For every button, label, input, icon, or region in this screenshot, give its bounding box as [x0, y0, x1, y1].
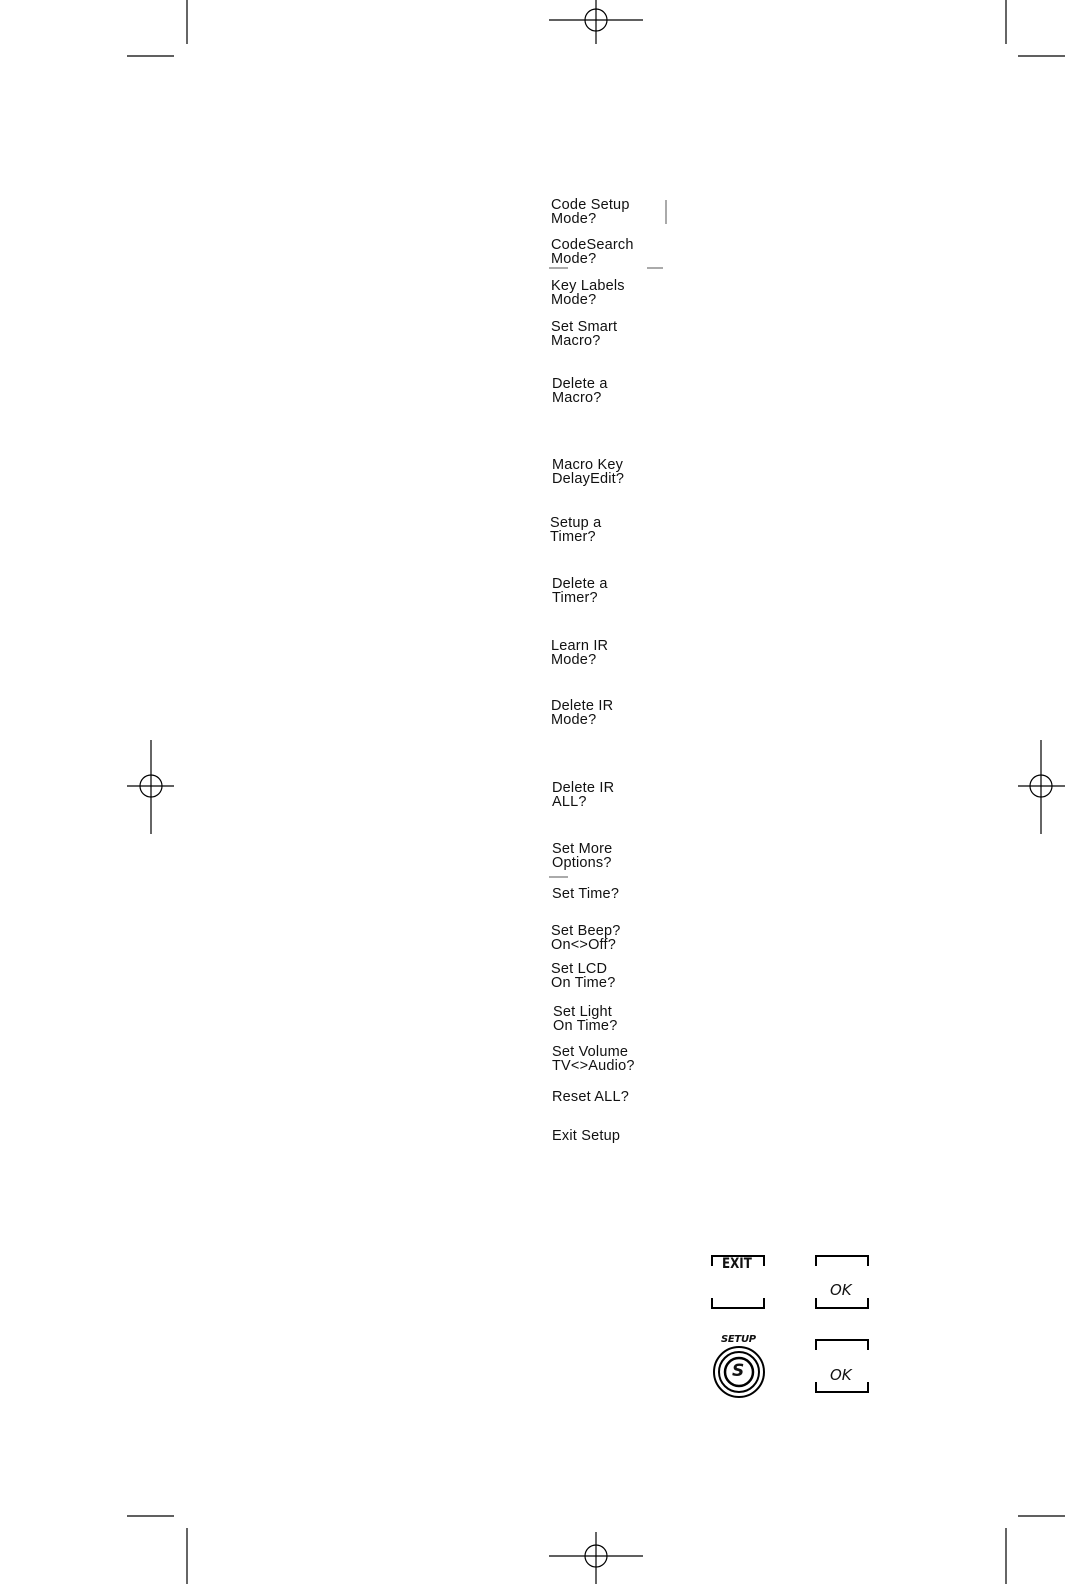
menu-item-line: Set Time?	[552, 886, 620, 902]
menu-item-line: Timer?	[552, 589, 598, 606]
menu-item-line: Timer?	[550, 528, 596, 545]
exit-key-label: EXIT	[722, 1256, 752, 1272]
menu-item-line: Mode?	[551, 711, 597, 728]
menu-item-line: Delete IR	[551, 698, 614, 714]
setup-key[interactable]	[708, 1334, 770, 1400]
setup-key-label: SETUP	[721, 1334, 756, 1345]
ok-key-label: OK	[830, 1281, 852, 1299]
menu-item-line: On Time?	[551, 974, 616, 991]
menu-item-line: Exit Setup	[552, 1128, 621, 1144]
menu-item-set-more-options	[552, 843, 612, 870]
menu-item-reset-all	[552, 1091, 629, 1105]
menu-item-line: Set Smart	[551, 319, 618, 335]
menu-item-line: Set More	[552, 841, 613, 857]
menu-item-line: Delete a	[552, 576, 608, 592]
menu-item-set-volume	[552, 1046, 635, 1073]
menu-item-exit-setup	[552, 1130, 620, 1144]
menu-item-set-lcd	[551, 963, 615, 990]
menu-item-set-beep	[551, 925, 621, 952]
menu-item-line: CodeSearch	[551, 237, 634, 253]
menu-item-line: Set Light	[553, 1004, 613, 1020]
menu-item-line: Set LCD	[551, 961, 608, 977]
menu-item-code-search	[551, 239, 634, 266]
ok-key[interactable]	[814, 1254, 870, 1310]
menu-item-line: Setup a	[550, 515, 602, 531]
menu-item-set-time	[552, 888, 619, 902]
menu-item-delete-ir-all	[552, 782, 614, 809]
menu-item-line: Mode?	[551, 250, 597, 267]
menu-item-line: Mode?	[551, 651, 597, 668]
menu-item-line: ALL?	[552, 793, 587, 810]
menu-item-setup-timer	[550, 517, 601, 544]
menu-item-line: Macro?	[552, 389, 602, 406]
menu-item-line: Mode?	[551, 210, 597, 227]
menu-item-line: On Time?	[553, 1017, 618, 1034]
menu-item-code-setup	[551, 199, 630, 226]
menu-item-learn-ir	[551, 640, 608, 667]
menu-item-line: DelayEdit?	[552, 470, 625, 487]
menu-item-line: Delete IR	[552, 780, 615, 796]
menu-item-line: Delete a	[552, 376, 608, 392]
menu-item-line: Macro?	[551, 332, 601, 349]
menu-item-key-labels	[551, 280, 625, 307]
menu-item-line: Mode?	[551, 291, 597, 308]
menu-item-delete-macro	[552, 378, 608, 405]
menu-item-macro-key-delay	[552, 459, 624, 486]
menu-item-set-smart-macro	[551, 321, 617, 348]
menu-item-line: Set Volume	[552, 1044, 629, 1060]
menu-item-delete-timer	[552, 578, 608, 605]
ok-key-2[interactable]	[814, 1338, 870, 1394]
menu-item-line: Reset ALL?	[552, 1089, 629, 1105]
menu-item-line: Options?	[552, 854, 612, 871]
menu-item-line: Code Setup	[551, 197, 630, 213]
menu-item-line: TV<>Audio?	[552, 1057, 635, 1074]
setup-key-symbol: S	[732, 1361, 745, 1381]
menu-item-delete-ir-mode	[551, 700, 613, 727]
ok-key-label: OK	[830, 1366, 852, 1384]
menu-item-set-light	[553, 1006, 617, 1033]
menu-item-line: Learn IR	[551, 638, 609, 654]
menu-item-line: Macro Key	[552, 457, 624, 473]
menu-item-line: Set Beep?	[551, 923, 621, 939]
exit-key[interactable]	[710, 1254, 766, 1310]
menu-item-line: On<>Off?	[551, 936, 617, 953]
menu-item-line: Key Labels	[551, 278, 625, 294]
